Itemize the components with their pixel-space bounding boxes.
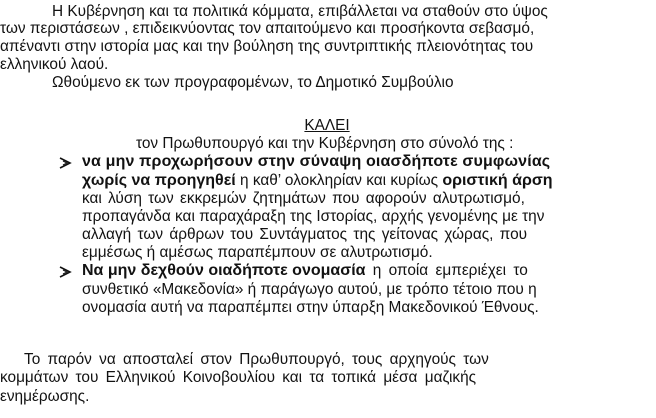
paragraph-2: Ωθούμενο εκ των προγραφομένων, το Δημοτικό Συμβούλιο: [52, 74, 454, 91]
bullet-2-line-3: ονομασία αυτή να παραπέμπει στην ύπαρξη Μακεδονικού Έθνους.: [82, 299, 539, 316]
paragraph-1-line-3: [0, 38, 654, 56]
paragraph-3-line-2: κομμάτων του Ελληνικού Κοινοβουλίου και τα τοπικά μέσα μαζικής: [0, 369, 477, 386]
bullet-2-line-1: [82, 262, 528, 280]
bullet-1-line-2: [82, 172, 553, 190]
bullet-1-line-5: αλλαγή των άρθρων του Συντάγματος της γείτονας χώρας, που: [82, 226, 528, 243]
paragraph-3-line-1: Το παρόν να αποσταλεί στον Πρωθυπουργό, τους αρχηγούς των: [24, 351, 489, 368]
paragraph-1-line-4: ελληνικού λαού.: [0, 56, 109, 73]
bullet-1-line-1: να μην προχωρήσουν στην σύναψη οιασδήποτε συμφωνίας: [82, 153, 551, 170]
kalei-heading: ΚΑΛΕΙ: [304, 117, 350, 134]
text: των περιστάσεων , επιδεικνύοντας τον απαιτούμενο και πρoσήκοντα σεβασμό,: [0, 20, 535, 37]
paragraph-1-line-2: [0, 20, 654, 38]
text: η οποία εμπεριέχει το: [365, 262, 528, 279]
bullet-2-line-2: συνθετικό «Μακεδονία» ή παράγωγο αυτού, με τρόπο τέτοιο που η: [82, 281, 537, 298]
paragraph-1-line-1: [52, 3, 652, 21]
bold-text: οριστική άρση: [442, 172, 553, 189]
bullet-1-line-3: και λύση των εκκρεμών ζητημάτων που αφορούν αλυτρωτισμό,: [82, 190, 525, 207]
bullet-1-line-4: προπαγάνδα και παραχάραξη της Ιστορίας, αρχής γενομένης με την: [82, 208, 545, 225]
bold-text: Να μην δεχθούν οιαδήποτε ονομασία: [82, 262, 366, 279]
bold-text: χωρίς να προηγηθεί: [82, 172, 236, 189]
text: απέναντι στην ιστορία μας και την βούληση της συντριπτικής πλειονότητας του: [0, 38, 534, 55]
text: η καθ’ ολοκληρίαν και κυρίως: [235, 172, 443, 189]
intro-line: τον Πρωθυπουργό και την Κυβέρνηση στο σύνολό της :: [136, 135, 514, 152]
arrow-bullet-icon: [58, 263, 72, 281]
bullet-1-line-6: εμμέσως ή αμέσως παραπέμπουν σε αλυτρωτισμό.: [82, 244, 433, 261]
arrow-bullet-icon: [58, 154, 72, 172]
paragraph-3-line-3: ενημέρωσης.: [0, 388, 90, 405]
text: Η Κυβέρνηση και τα πολιτικά κόμματα, επιβάλλεται να σταθούν στο ύψος: [52, 3, 548, 20]
